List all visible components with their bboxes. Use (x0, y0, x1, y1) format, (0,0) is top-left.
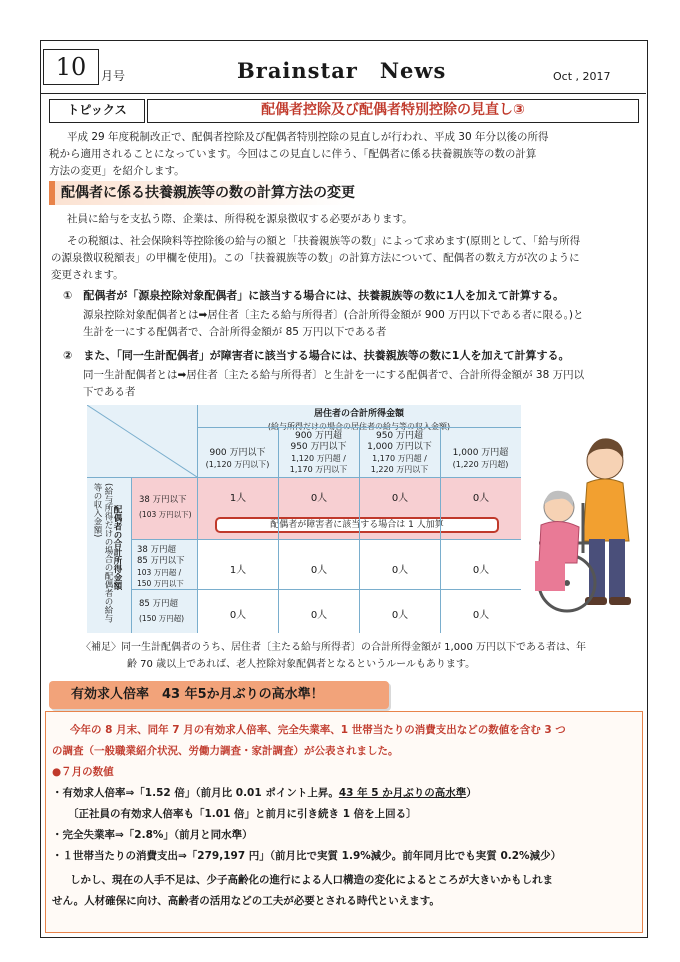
intro-line: 方法の変更」を紹介します。 (49, 165, 185, 177)
newsletter-header (41, 41, 646, 93)
row-group-title: 配偶者の合計所得金額 (112, 505, 122, 590)
row-group-subtitle: (給与所得だけの場合の配偶者の給与等の収入金額) (92, 483, 113, 623)
row-label (137, 545, 195, 589)
jobs-bullet: ・１世帯当たりの消費支出⇒「279,197 円」（前月比で実質 1.9%減少。前年同月比でも実質 0.2%減少） (52, 850, 562, 862)
supplement-note (81, 639, 586, 673)
table-cell: 0人 (472, 493, 490, 504)
table-gridline (131, 589, 521, 590)
table-cell: 0人 (391, 493, 409, 504)
row-label-line: (150 万円超) (139, 614, 185, 623)
table-cell: 0人 (310, 493, 328, 504)
bullet-highlight: 43 年 5 か月ぶりの高水準 (338, 787, 467, 799)
section-paragraph-2 (51, 233, 580, 284)
jobs-panel (45, 711, 643, 933)
column-group-subtitle: (給与所得だけの場合の居住者の給与等の収入金額) (267, 422, 451, 431)
jobs-bullet: ・完全失業率⇒「2.8%」（前月と同水準） (52, 829, 253, 841)
table-gridline (197, 405, 198, 633)
bullet-text: ・有効求人倍率⇒「1.52 倍」（前月比 0.01 ポイント上昇。 (52, 787, 339, 799)
column-header-line: 900 万円以下 (209, 448, 266, 458)
item-1-heading: ① 配偶者が「源泉控除対象配偶者」に該当する場合には、扶養親族等の数に1人を加えて計算する。 (63, 289, 564, 302)
dependent-count-table (87, 405, 521, 633)
table-cell: 0人 (472, 565, 490, 576)
jobs-lead-line: の調査（一般職業紹介状況、労働力調査・家計調査）が公表されました。 (52, 745, 399, 757)
row-label-line: (103 万円以下) (139, 510, 192, 519)
item-1-body (83, 307, 583, 341)
table-cell: 1人 (229, 565, 247, 576)
table-gridline (131, 539, 521, 540)
column-header (440, 437, 521, 470)
section-paragraph-1: 社員に給与を支払う際、企業は、所得税を源泉徴収する必要があります。 (67, 213, 413, 225)
paragraph-line: 生計を一にする配偶者で、合計所得金額が 85 万円以下である者 (83, 326, 387, 338)
paragraph-line: その税額は、社会保険料等控除後の給与の額と「扶養親族等の数」によって求めます(原則として、「給与所得 (67, 235, 581, 247)
newsletter-brand: Brainstar News (237, 58, 447, 83)
bullet-text: ） (466, 787, 477, 799)
table-cell: 0人 (391, 610, 409, 621)
header-divider (41, 93, 646, 94)
column-group-title: 居住者の合計所得金額 (313, 409, 404, 419)
table-gridline (87, 477, 521, 478)
table-gridline (278, 427, 279, 633)
column-header-line: (1,220 万円超) (452, 460, 509, 469)
row-label-line: 85 万円以下 (137, 556, 185, 566)
intro-paragraph (49, 129, 549, 180)
table-gridline (440, 427, 441, 633)
issue-month-number: 10 (43, 49, 99, 85)
table-cell: 1人 (229, 493, 247, 504)
paragraph-line: の源泉徴収税額表」の甲欄を使用)。この「扶養親族等の数」の計算方法について、配偶者の数え方が次のように (51, 252, 580, 264)
table-cell: 0人 (310, 565, 328, 576)
newsletter-page (40, 40, 648, 938)
table-cell: 0人 (472, 610, 490, 621)
issue-month-suffix: 月号 (101, 69, 126, 83)
jobs-lead-line: 今年の 8 月末、同年 7 月の有効求人倍率、完全失業率、1 世帯当たりの消費支出などの数値を含む 3 つ (70, 724, 566, 736)
jobs-bullet-note: 〔正社員の有効求人倍率も「1.01 倍」と前月に引き続き 1 倍を上回る〕 (68, 808, 417, 820)
table-cell: 0人 (229, 610, 247, 621)
column-header-line: 1,170 万円超 / 1,220 万円以下 (370, 454, 429, 474)
paragraph-line: 同一生計配偶者とは➡居住者〔主たる給与所得者〕と生計を一にする配偶者で、合計所得金額が 38 万円以 (83, 369, 585, 381)
item-2-heading: ② また、「同一生計配偶者」が障害者に該当する場合には、扶養親族等の数に1人を加えて計算する。 (63, 349, 570, 362)
jobs-closing-line: しかし、現在の人手不足は、少子高齢化の進行による人口構造の変化によるところが大きいかもしれま (70, 874, 553, 886)
intro-line: 平成 29 年度税制改正で、配偶者控除及び配偶者特別控除の見直しが行われ、平成 30 年分以後の所得 (67, 131, 549, 143)
issue-date: Oct , 2017 (553, 70, 611, 83)
paragraph-line: 〈補足〉同一生計配偶者のうち、居住者〔主たる給与所得者〕の合計所得金額が 1,000 万円以下である者は、年 (81, 642, 586, 653)
row-label-line: 38 万円超 (137, 545, 177, 555)
table-gridline (359, 427, 360, 633)
table-gridline (197, 427, 521, 428)
column-header-line (440, 437, 521, 448)
jobs-bullet (52, 785, 477, 802)
column-header (197, 437, 278, 470)
column-header-line: 1,000 万円以下 (367, 442, 432, 452)
intro-line: 税から適用されることになっています。今回はこの見直しに伴う、「配偶者に係る扶養親族等の数の計算 (49, 148, 537, 160)
topic-title: 配偶者控除及び配偶者特別控除の見直し③ (147, 99, 639, 123)
column-header-line: 900 万円超 (294, 431, 343, 441)
paragraph-line: 変更されます。 (51, 269, 124, 281)
row-label-line: 103 万円超 / 150 万円以下 (137, 568, 184, 588)
table-gridline (131, 477, 132, 633)
handicap-note: 配偶者が障害者に該当する場合は 1 人加算 (215, 517, 499, 533)
column-header-line: 950 万円以下 (290, 442, 347, 452)
table-cell: 0人 (310, 610, 328, 621)
jobs-subhead: ●７月の数値 (52, 766, 114, 778)
jobs-heading: 有効求人倍率 43 年5か月ぶりの高水準！ (49, 681, 389, 709)
row-label-line: 85 万円超 (139, 599, 179, 609)
column-header (359, 431, 440, 475)
paragraph-line: 齢 70 歳以上であれば、老人控除対象配偶者となるというルールもあります。 (127, 659, 476, 670)
table-cell: 0人 (391, 565, 409, 576)
table-corner-diagonal (87, 405, 197, 477)
item-2-body (83, 367, 584, 401)
column-header (278, 431, 359, 475)
jobs-closing-line: せん。人材確保に向け、高齢者の活用などの工夫が必要とされる時代といえます。 (52, 895, 440, 907)
column-header-line (197, 437, 278, 448)
topic-tag: トピックス (49, 99, 145, 123)
paragraph-line: 下である者 (83, 386, 136, 398)
column-header-line: 1,000 万円超 (452, 448, 509, 458)
row-label-line: 38 万円以下 (139, 495, 187, 505)
column-header-line: (1,120 万円以下) (205, 460, 270, 469)
row-label (139, 495, 192, 520)
paragraph-line: 源泉控除対象配偶者とは➡居住者〔主たる給与所得者〕(合計所得金額が 900 万円以下である者に限る。)と (83, 309, 584, 321)
caregiver-wheelchair-illustration (533, 423, 643, 623)
section-heading: 配偶者に係る扶養親族等の数の計算方法の変更 (49, 181, 429, 205)
column-header-line: 1,120 万円超 / 1,170 万円以下 (289, 454, 348, 474)
column-header-line: 950 万円超 (375, 431, 424, 441)
row-label (139, 599, 184, 624)
